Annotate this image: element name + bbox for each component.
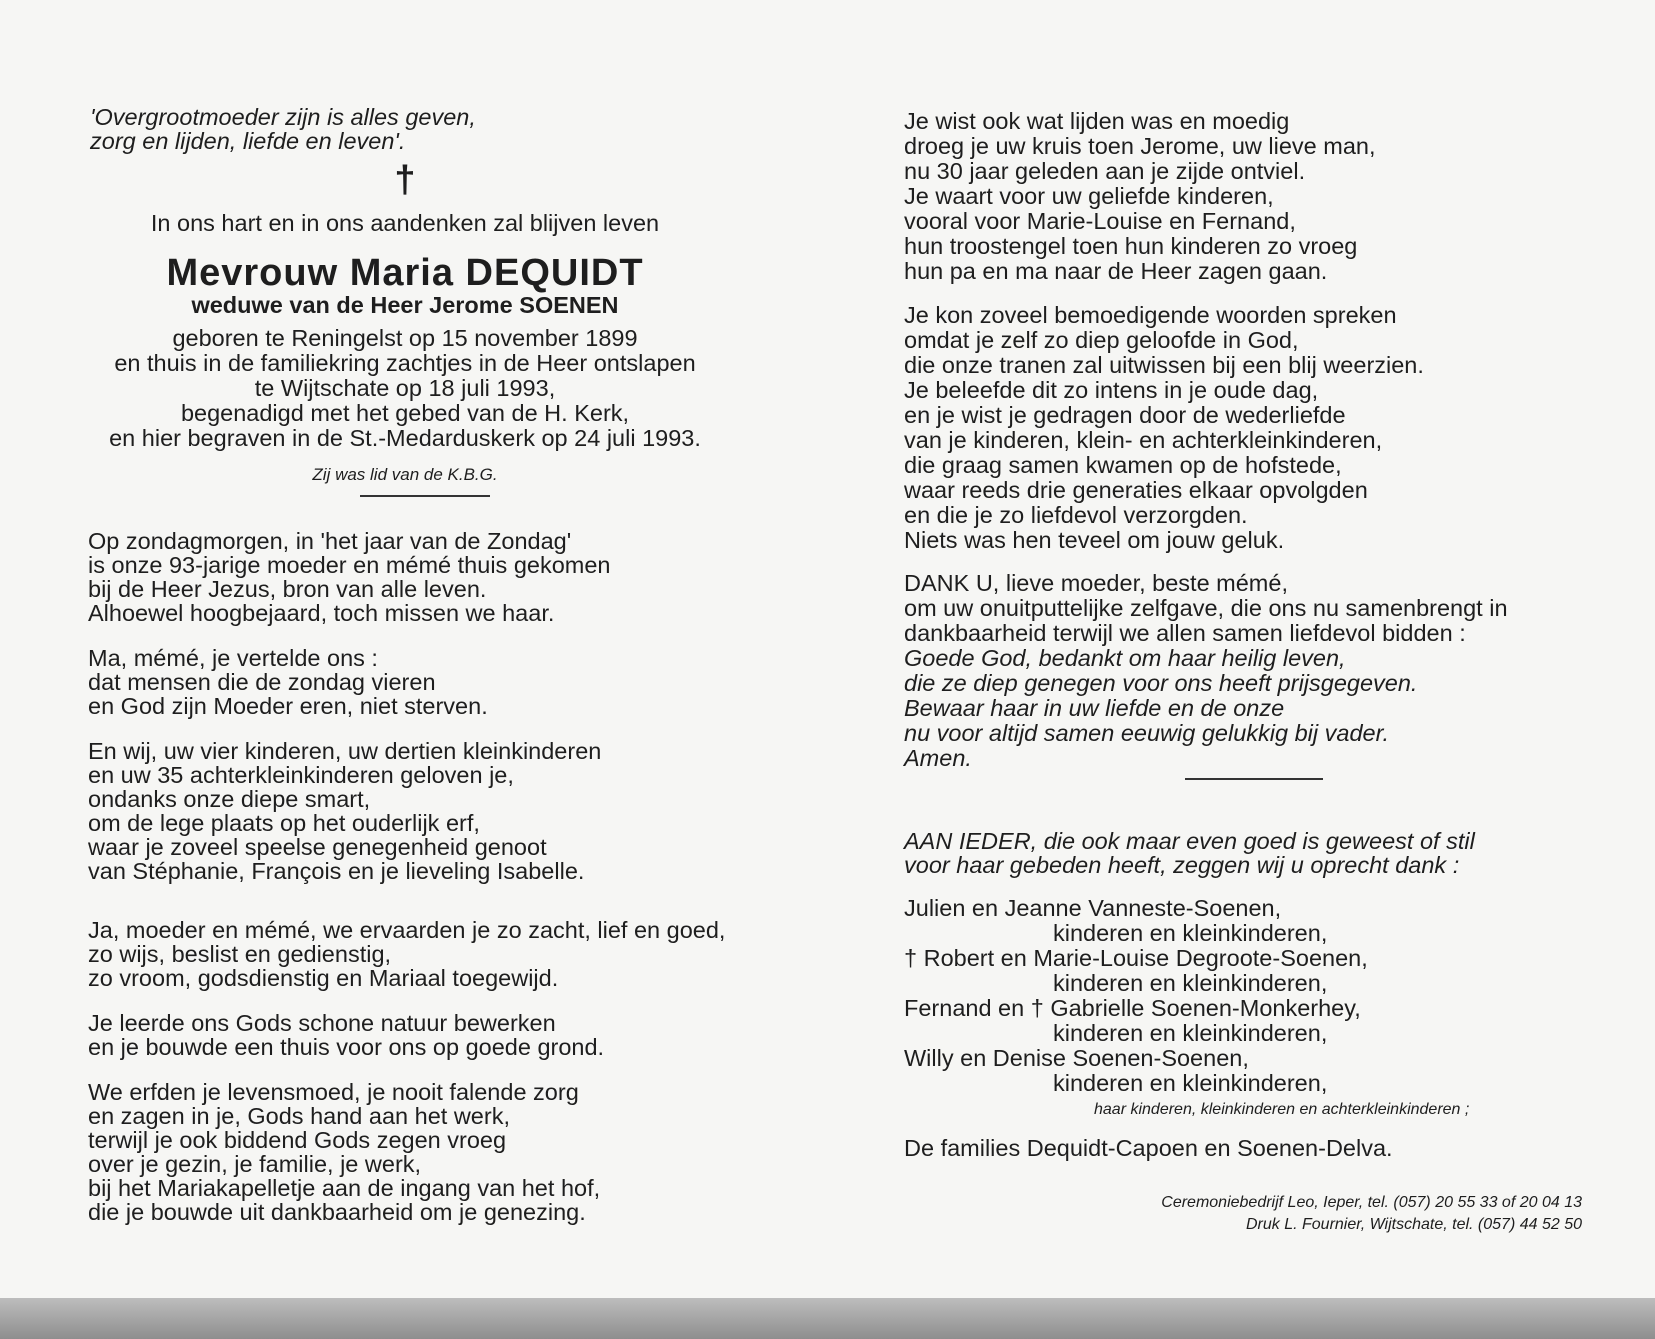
poem-line: die je bouwde uit dankbaarheid om je genezing.: [88, 1199, 586, 1225]
cross-icon: †: [394, 159, 416, 201]
family-names: Fernand en † Gabrielle Soenen-Monkerhey,: [904, 995, 1361, 1021]
poem-line: hun troostengel toen hun kinderen zo vroeg: [904, 233, 1358, 259]
deceased-name: Mevrouw Maria DEQUIDT: [166, 252, 644, 294]
poem-line: Niets was hen teveel om jouw geluk.: [904, 527, 1285, 553]
poem-line: Je leerde ons Gods schone natuur bewerken: [88, 1010, 556, 1036]
prayer-line: die ze diep genegen voor ons heeft prijsgegeven.: [904, 670, 1418, 696]
divider: [1185, 778, 1323, 780]
poem-line: bij de Heer Jezus, bron van alle leven.: [88, 576, 487, 602]
motto-line: zorg en lijden, liefde en leven'.: [90, 128, 406, 154]
poem-line: terwijl je ook biddend Gods zegen vroeg: [88, 1127, 507, 1153]
poem-line: vooral voor Marie-Louise en Fernand,: [904, 208, 1296, 234]
poem-line: over je gezin, je familie, je werk,: [88, 1151, 422, 1177]
poem-line: Op zondagmorgen, in 'het jaar van de Zondag': [88, 528, 572, 554]
poem-line: omdat je zelf zo diep geloofde in God,: [904, 327, 1299, 353]
member-note: Zij was lid van de K.B.G.: [312, 465, 498, 484]
poem-line: En wij, uw vier kinderen, uw dertien kleinkinderen: [88, 738, 602, 764]
family-sub: kinderen en kleinkinderen,: [1053, 970, 1328, 996]
poem-line: en die je zo liefdevol verzorgden.: [904, 502, 1248, 528]
prayer-line: Amen.: [904, 745, 972, 771]
poem-line: is onze 93-jarige moeder en mémé thuis gekomen: [88, 552, 611, 578]
poem-line: We erfden je levensmoed, je nooit falende zorg: [88, 1079, 579, 1105]
detail-line: te Wijtschate op 18 juli 1993,: [254, 375, 556, 401]
poem-line: Je waart voor uw geliefde kinderen,: [904, 183, 1274, 209]
prayer-line: Goede God, bedankt om haar heilig leven,: [904, 645, 1346, 671]
poem-line: Ma, mémé, je vertelde ons :: [88, 645, 378, 671]
poem-line: en uw 35 achterkleinkinderen geloven je,: [88, 762, 514, 788]
poem-line: Je beleefde dit zo intens in je oude dag,: [904, 377, 1319, 403]
poem-line: Alhoewel hoogbejaard, toch missen we haar.: [88, 600, 555, 626]
poem-line: dat mensen die de zondag vieren: [88, 669, 436, 695]
detail-line: en thuis in de familiekring zachtjes in de Heer ontslapen: [114, 350, 696, 376]
poem-line: om de lege plaats op het ouderlijk erf,: [88, 810, 480, 836]
widow-line: weduwe van de Heer Jerome SOENEN: [191, 292, 619, 318]
poem-line: waar je zoveel speelse genegenheid genoot: [88, 834, 547, 860]
poem-line: die onze tranen zal uitwissen bij een blij weerzien.: [904, 352, 1424, 378]
poem-line: Ja, moeder en mémé, we ervaarden je zo zacht, lief en goed,: [88, 917, 726, 943]
poem-line: om uw onuitputtelijke zelfgave, die ons nu samenbrengt in: [904, 595, 1508, 621]
family-names: Julien en Jeanne Vanneste-Soenen,: [904, 895, 1282, 921]
poem-line: zo wijs, beslist en gedienstig,: [88, 941, 392, 967]
printer-line: Druk L. Fournier, Wijtschate, tel. (057) 44 52 50: [1245, 1216, 1582, 1233]
thanks-line: AAN IEDER, die ook maar even goed is geweest of stil: [904, 828, 1475, 854]
memory-line: In ons hart en in ons aandenken zal blijven leven: [150, 210, 660, 236]
prayer-line: Bewaar haar in uw liefde en de onze: [904, 695, 1285, 721]
divider: [360, 495, 490, 497]
poem-line: zo vroom, godsdienstig en Mariaal toegewijd.: [88, 965, 559, 991]
poem-line: hun pa en ma naar de Heer zagen gaan.: [904, 258, 1328, 284]
poem-line: waar reeds drie generaties elkaar opvolgden: [904, 477, 1368, 503]
families-line: De families Dequidt-Capoen en Soenen-Delva.: [904, 1135, 1393, 1161]
detail-line: geboren te Reningelst op 15 november 1899: [172, 325, 638, 351]
poem-line: Je kon zoveel bemoedigende woorden spreken: [904, 302, 1397, 328]
poem-line: bij het Mariakapelletje aan de ingang van het hof,: [88, 1175, 601, 1201]
detail-line: en hier begraven in de St.-Medarduskerk op 24 juli 1993.: [109, 425, 701, 451]
poem-line: DANK U, lieve moeder, beste mémé,: [904, 570, 1288, 596]
poem-line: van je kinderen, klein- en achterkleinkinderen,: [904, 427, 1383, 453]
scan-shadow: [0, 1298, 1655, 1339]
family-sub: kinderen en kleinkinderen,: [1053, 1070, 1328, 1096]
poem-line: die graag samen kwamen op de hofstede,: [904, 452, 1342, 478]
family-names: † Robert en Marie-Louise Degroote-Soenen,: [904, 945, 1368, 971]
printer-line: Ceremoniebedrijf Leo, Ieper, tel. (057) 20 55 33 of 20 04 13: [1161, 1194, 1582, 1211]
thanks-line: voor haar gebeden heeft, zeggen wij u oprecht dank :: [904, 852, 1460, 878]
poem-line: van Stéphanie, François en je lieveling Isabelle.: [88, 858, 585, 884]
poem-line: droeg je uw kruis toen Jerome, uw lieve man,: [904, 133, 1376, 159]
poem-line: en zagen in je, Gods hand aan het werk,: [88, 1103, 510, 1129]
prayer-line: nu voor altijd samen eeuwig gelukkig bij vader.: [904, 720, 1390, 746]
family-summary: haar kinderen, kleinkinderen en achterkleinkinderen ;: [1094, 1101, 1470, 1118]
poem-line: ondanks onze diepe smart,: [88, 786, 371, 812]
poem-line: en je wist je gedragen door de wederliefde: [904, 402, 1346, 428]
poem-line: en je bouwde een thuis voor ons op goede grond.: [88, 1034, 605, 1060]
detail-line: begenadigd met het gebed van de H. Kerk,: [180, 400, 630, 426]
poem-line: Je wist ook wat lijden was en moedig: [904, 108, 1290, 134]
family-sub: kinderen en kleinkinderen,: [1053, 920, 1328, 946]
family-sub: kinderen en kleinkinderen,: [1053, 1020, 1328, 1046]
motto-line: 'Overgrootmoeder zijn is alles geven,: [90, 104, 476, 130]
poem-line: dankbaarheid terwijl we allen samen liefdevol bidden :: [904, 620, 1466, 646]
poem-line: nu 30 jaar geleden aan je zijde ontviel.: [904, 158, 1306, 184]
poem-line: en God zijn Moeder eren, niet sterven.: [88, 693, 488, 719]
family-names: Willy en Denise Soenen-Soenen,: [904, 1045, 1249, 1071]
